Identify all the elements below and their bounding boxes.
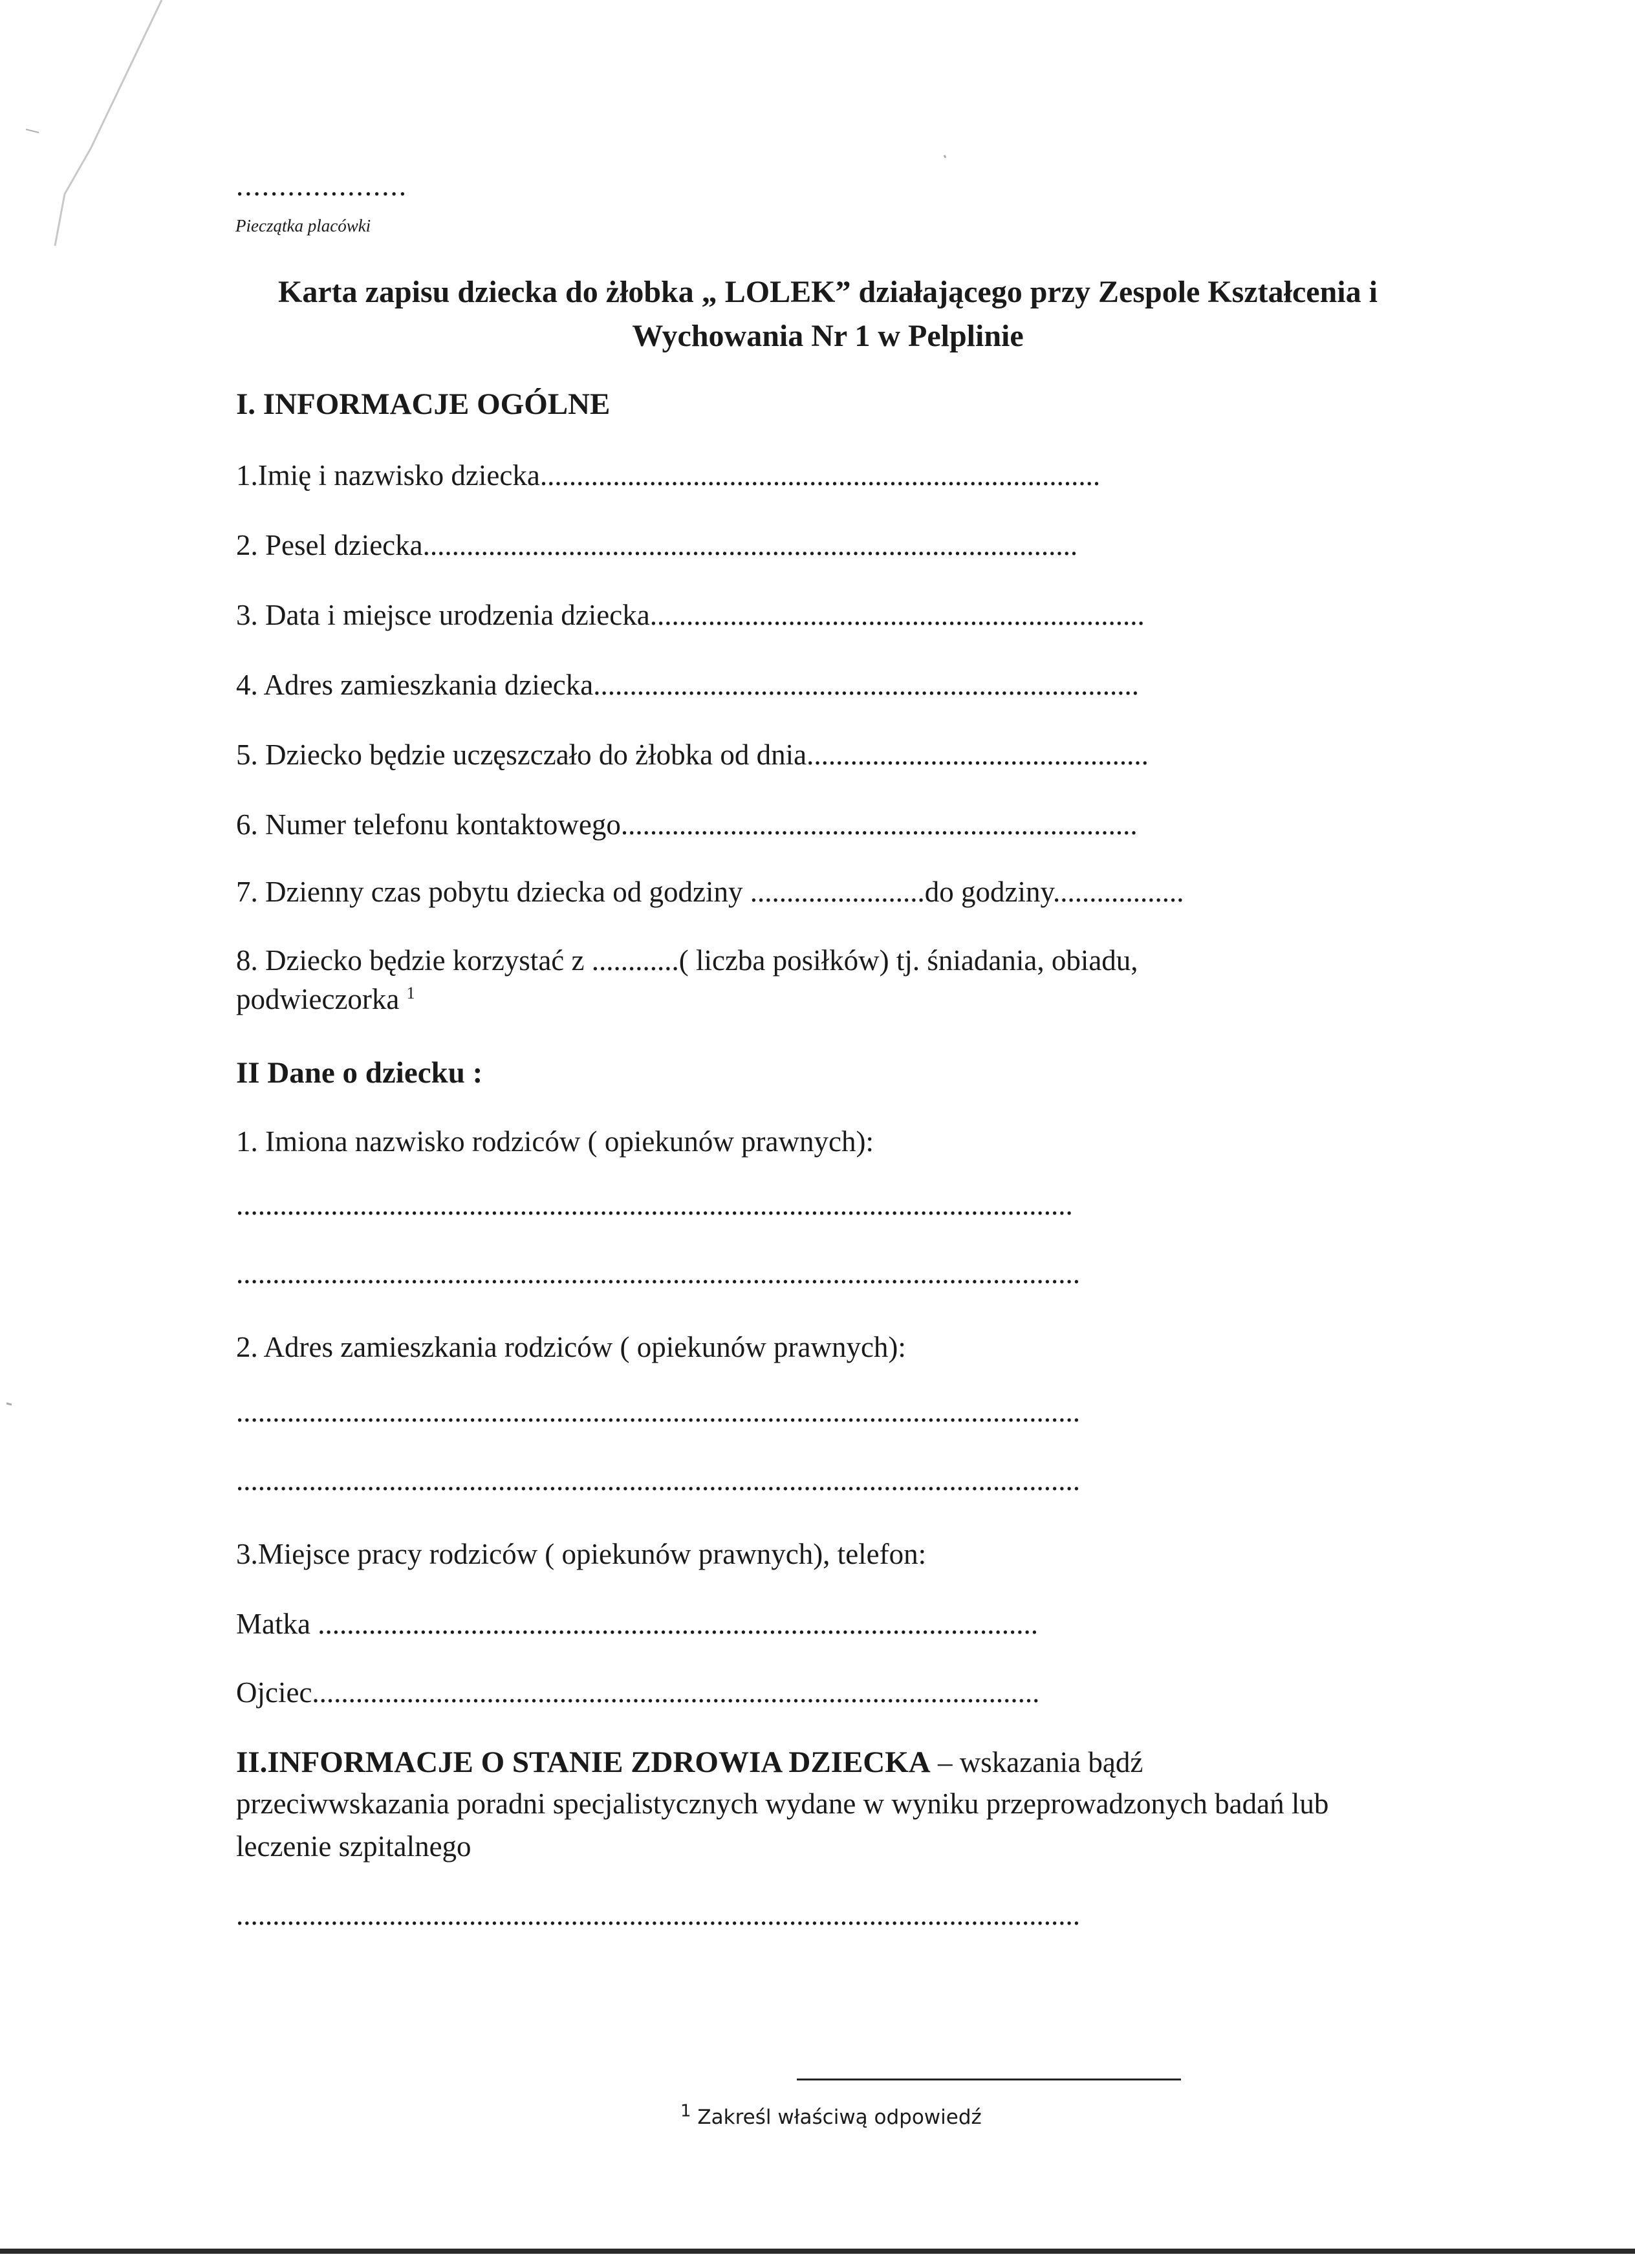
field-child-pesel[interactable]: 2. Pesel dziecka.......................................................................................... <box>236 529 1078 561</box>
parents-address-line2[interactable]: .................................................................................................................... <box>236 1464 1080 1496</box>
field-father-workplace[interactable]: Ojciec.................................................................................................... <box>236 1676 1040 1709</box>
q-parents-address: 2. Adres zamieszkania rodziców ( opiekunów prawnych): <box>236 1331 906 1363</box>
stamp-label: Pieczątka placówki <box>235 216 371 235</box>
document-title-line2: Wychowania Nr 1 w Pelplinie <box>632 319 1024 353</box>
footnote-reference: 1 <box>406 984 415 1002</box>
section3-text2: przeciwwskazania poradni specjalistycznych wydane w wyniku przeprowadzonych badań lub <box>236 1787 1329 1820</box>
document-title-line1: Karta zapisu dziecka do żłobka „ LOLEK” działającego przy Zespole Kształcenia i <box>278 275 1378 309</box>
field-birth-date-place[interactable]: 3. Data i miejsce urodzenia dziecka.................................................................... <box>236 599 1145 631</box>
footnote-mark: 1 <box>680 2101 691 2121</box>
section2-heading: II Dane o dziecku : <box>236 1056 483 1090</box>
footnote <box>680 2101 982 2130</box>
section3-text1: – wskazania bądź <box>930 1746 1143 1778</box>
footnote-divider <box>797 2079 1181 2080</box>
page-bottom-edge <box>0 2249 1635 2254</box>
health-info-line[interactable]: .................................................................................................................... <box>236 1899 1080 1931</box>
q-parents-names: 1. Imiona nazwisko rodziców ( opiekunów prawnych): <box>236 1125 874 1158</box>
section3-heading: II.INFORMACJE O STANIE ZDROWIA DZIECKA <box>236 1745 931 1779</box>
field-meals[interactable]: 8. Dziecko będzie korzystać z ............( liczba posiłków) tj. śniadania, obiadu, <box>236 944 1138 977</box>
section3-text3: leczenie szpitalnego <box>236 1830 471 1863</box>
stamp-placeholder: .................... <box>236 169 407 202</box>
field-start-date[interactable]: 5. Dziecko będzie uczęszczało do żłobka od dnia............................................... <box>236 739 1149 771</box>
section1-heading: I. INFORMACJE OGÓLNE <box>236 387 611 421</box>
field-meals-continued <box>236 983 415 1017</box>
field-child-name[interactable]: 1.Imię i nazwisko dziecka............................................................................. <box>236 459 1101 491</box>
q-parents-workplace: 3.Miejsce pracy rodziców ( opiekunów prawnych), telefon: <box>236 1538 927 1570</box>
field-child-address[interactable]: 4. Adres zamieszkania dziecka........................................................................... <box>236 669 1139 701</box>
field-phone[interactable]: 6. Numer telefonu kontaktowego....................................................................... <box>236 808 1138 841</box>
field-mother-workplace[interactable]: Matka ................................................................................................... <box>236 1608 1038 1640</box>
field-meals-continued-text: podwieczorka <box>236 983 400 1015</box>
footnote-text: Zakreśl właściwą odpowiedź <box>697 2106 982 2129</box>
parents-names-line2[interactable]: .................................................................................................................... <box>236 1257 1080 1290</box>
field-daily-hours[interactable]: 7. Dzienny czas pobytu dziecka od godziny ........................do godziny.................. <box>236 876 1184 908</box>
parents-names-line1[interactable]: ................................................................................................................... <box>236 1189 1073 1221</box>
section3-line1 <box>236 1745 1143 1780</box>
parents-address-line1[interactable]: .................................................................................................................... <box>236 1396 1080 1428</box>
